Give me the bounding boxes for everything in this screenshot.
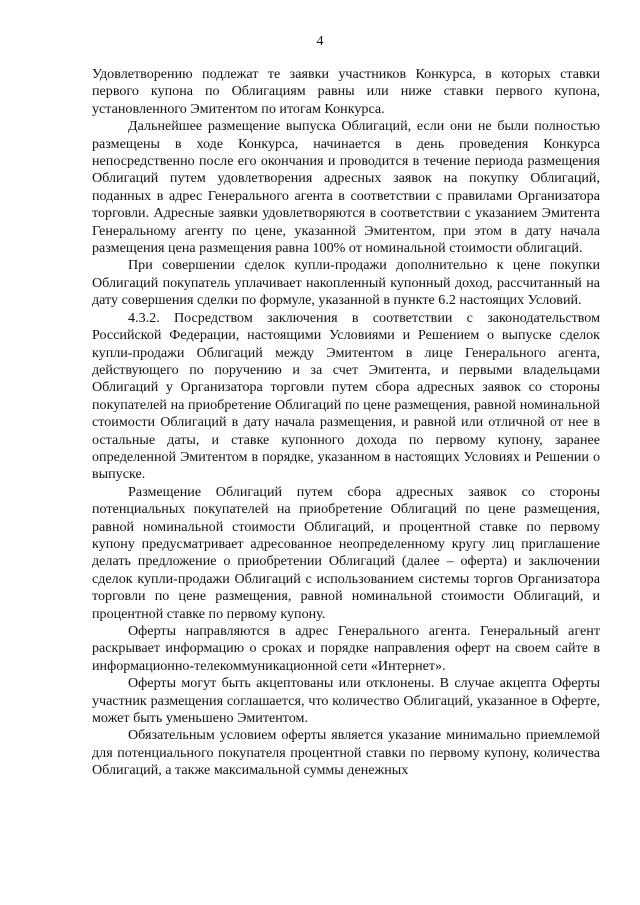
paragraph: При совершении сделок купли-продажи дополнительно к цене покупки Облигаций покупатель уплачивает накопленный купонный доход, рассчитанный на дату совершения сделки по формуле, указанной в пункте 6.2 настоящих Условий. <box>92 257 600 309</box>
page-number: 4 <box>316 34 324 49</box>
paragraph: Дальнейшее размещение выпуска Облигаций, если они не были полностью размещены в ходе Конкурса, начинается в день проведения Конкурса непосредственно после его окончания и проводится в течение периода размещения Облигаций путем удовлетворения адресных заявок на покупку Облигаций, поданных в адрес Генерального агента в соответствии с правилами Организатора торговли. Адресные заявки удовлетворяются в соответствии с указанием Эмитента Генеральному агенту по цене, указанной Эмитентом, при этом в дату начала размещения цена размещения равна 100% от номинальной стоимости облигаций. <box>92 118 600 257</box>
document-body <box>92 66 600 780</box>
paragraph: Оферты направляются в адрес Генерального агента. Генеральный агент раскрывает информацию о сроках и порядке направления оферт на своем сайте в информационно-телекоммуникационной сети «Интернет». <box>92 623 600 674</box>
paragraph: Обязательным условием оферты является указание минимально приемлемой для потенциального покупателя процентной ставки по первому купону, количества Облигаций, а также максимальной суммы денежных <box>92 727 600 779</box>
paragraph: Оферты могут быть акцептованы или отклонены. В случае акцепта Оферты участник размещения соглашается, что количество Облигаций, указанное в Оферте, может быть уменьшено Эмитентом. <box>92 675 600 727</box>
paragraph: 4.3.2. Посредством заключения в соответствии с законодательством Российской Федерации, настоящими Условиями и Решением о выпуске сделок купли-продажи Облигаций между Эмитентом в лице Генерального агента, действующего по поручению и за счет Эмитента, и первыми владельцами Облигаций у Организатора торговли путем сбора адресных заявок со стороны покупателей на приобретение Облигаций по цене размещения, равной номинальной стоимости Облигаций в дату начала размещения, и равной или отличной от нее в остальные даты, и ставке купонного дохода по первому купону, заранее определенной Эмитентом в порядке, указанном в настоящих Условиях и Решении о выпуске. <box>92 309 600 483</box>
paragraph: Удовлетворению подлежат те заявки участников Конкурса, в которых ставки первого купона по Облигациям равны или ниже ставки первого купона, установленного Эмитентом по итогам Конкурса. <box>92 66 600 117</box>
paragraph: Размещение Облигаций путем сбора адресных заявок со стороны потенциальных покупателей на приобретение Облигаций по цене размещения, равной номинальной стоимости Облигаций, и процентной ставке по первому купону предусматривает адресованное неопределенному кругу лиц приглашение делать предложение о приобретении Облигаций (далее – оферта) и заключении сделок купли-продажи Облигаций с использованием системы торгов Организатора торговли по цене размещения, равной номинальной стоимости Облигаций, и процентной ставке по первому купону. <box>92 483 600 622</box>
